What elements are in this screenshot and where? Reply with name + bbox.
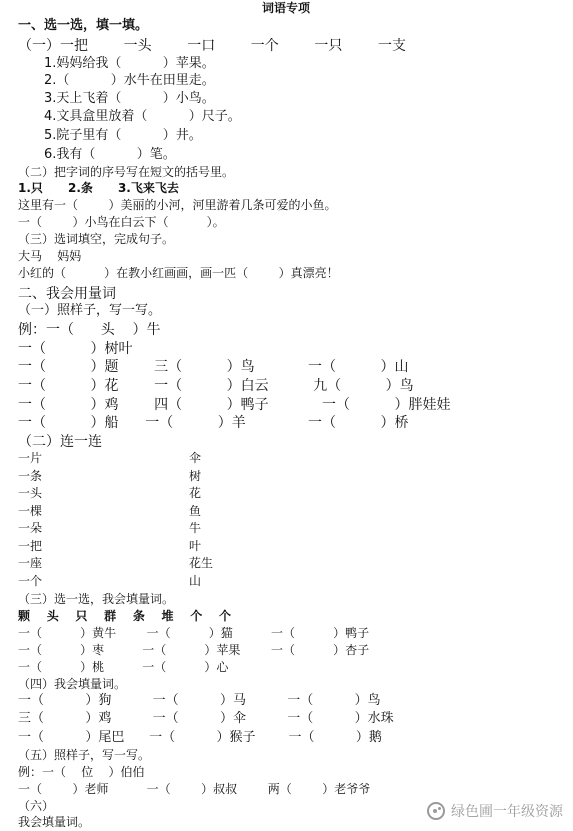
q1-2-line: 这里有一（ ）美丽的小河，河里游着几条可爱的小鱼。	[18, 198, 337, 212]
match-left-item: 一个	[18, 574, 43, 588]
q2-5-example: 例：一（ 位 ）伯伯	[18, 765, 145, 779]
match-left-item: 一把	[18, 539, 43, 553]
match-right-item: 鱼	[189, 504, 202, 518]
q1-3-heading: （三）选词填空，完成句子。	[18, 232, 175, 246]
q1-1-heading: （一）一把 一头 一口 一个 一只 一支	[18, 38, 407, 54]
q1-2-heading: （二）把字词的序号写在短文的括号里。	[18, 165, 235, 179]
match-left-item: 一条	[18, 469, 43, 483]
match-left-item: 一头	[18, 486, 43, 500]
q2-1-row: 一（ ）花 一（ ）白云 九（ ）鸟	[18, 378, 414, 394]
match-right-item: 伞	[189, 451, 202, 465]
match-right-item: 叶	[189, 539, 202, 553]
section-2-heading: 二、我会用量词	[18, 286, 116, 302]
q2-3-options: 颗 头 只 群 条 堆 个 个	[18, 609, 231, 623]
q2-1-row: 一（ ）鸡 四（ ）鸭子 一（ ）胖娃娃	[18, 397, 451, 413]
q2-1-row: 一（ ）船 一（ ）羊 一（ ）桥	[18, 415, 409, 431]
match-right-item: 花	[189, 486, 202, 500]
q2-4-row: 一（ ）狗 一（ ）马 一（ ）鸟	[18, 693, 381, 708]
q1-2-options: 1.只 2.条 3.飞来飞去	[18, 181, 179, 195]
q2-5-heading: （五）照样子，写一写。	[18, 748, 151, 762]
q1-3-words: 大马 妈妈	[18, 249, 82, 263]
q2-1-heading: （一）照样子，写一写。	[18, 303, 162, 318]
q1-1-item: 1.妈妈给我（ ）苹果。	[44, 56, 215, 71]
match-right-item: 树	[189, 469, 202, 483]
q2-3-row: 一（ ）枣 一（ ）苹果 一（ ）杏子	[18, 643, 370, 657]
match-right-item: 花生	[189, 556, 214, 570]
q1-2-line: 一（ ）小鸟在白云下（ ）。	[18, 215, 225, 229]
q2-4-row: 三（ ）鸡 一（ ）伞 一（ ）水珠	[18, 711, 394, 726]
q2-1-example: 例：一（ 头 ）牛	[18, 322, 161, 338]
q2-3-row: 一（ ）桃 一（ ）心	[18, 660, 229, 674]
watermark-text: 绿色圃一年级资源	[451, 803, 563, 819]
q1-3-sentence: 小红的（ ）在教小红画画，画一匹（ ）真漂亮！	[18, 266, 339, 280]
section-1-heading: 一、选一选，填一填。	[18, 18, 149, 33]
q2-3-row: 一（ ）黄牛 一（ ）猫 一（ ）鸭子	[18, 626, 370, 640]
q2-6-line: 我会填量词。	[18, 815, 91, 829]
q2-1-row: 一（ ）树叶	[18, 341, 133, 357]
q2-4-row: 一（ ）尾巴 一（ ）猴子 一（ ）鹅	[18, 730, 382, 745]
wechat-icon	[427, 802, 445, 820]
q1-1-item: 3.天上飞着（ ）小鸟。	[44, 91, 215, 106]
match-right-item: 山	[189, 574, 202, 588]
page-title: 词语专项	[262, 1, 311, 15]
match-left-item: 一座	[18, 556, 43, 570]
q1-1-item: 5.院子里有（ ）井。	[44, 128, 202, 143]
watermark	[427, 801, 563, 821]
match-left-item: 一朵	[18, 521, 43, 535]
q1-1-item: 2.（ ）水牛在田里走。	[44, 73, 215, 88]
match-left-item: 一片	[18, 451, 43, 465]
q2-1-row: 一（ ）题 三（ ）鸟 一（ ）山	[18, 359, 409, 375]
match-right-item: 牛	[189, 521, 202, 535]
q1-1-item: 6.我有（ ）笔。	[44, 147, 176, 162]
q2-6-heading: （六）	[18, 799, 55, 813]
q2-4-heading: （四）我会填量词。	[18, 677, 127, 691]
q2-2-heading: （二）连一连	[18, 434, 102, 450]
q1-1-item: 4.文具盒里放着（ ）尺子。	[44, 109, 241, 124]
q2-3-heading: （三）选一选，我会填量词。	[18, 592, 175, 606]
match-left-item: 一棵	[18, 504, 43, 518]
q2-5-row: 一（ ）老师 一（ ）叔叔 两（ ）老爷爷	[18, 782, 371, 796]
